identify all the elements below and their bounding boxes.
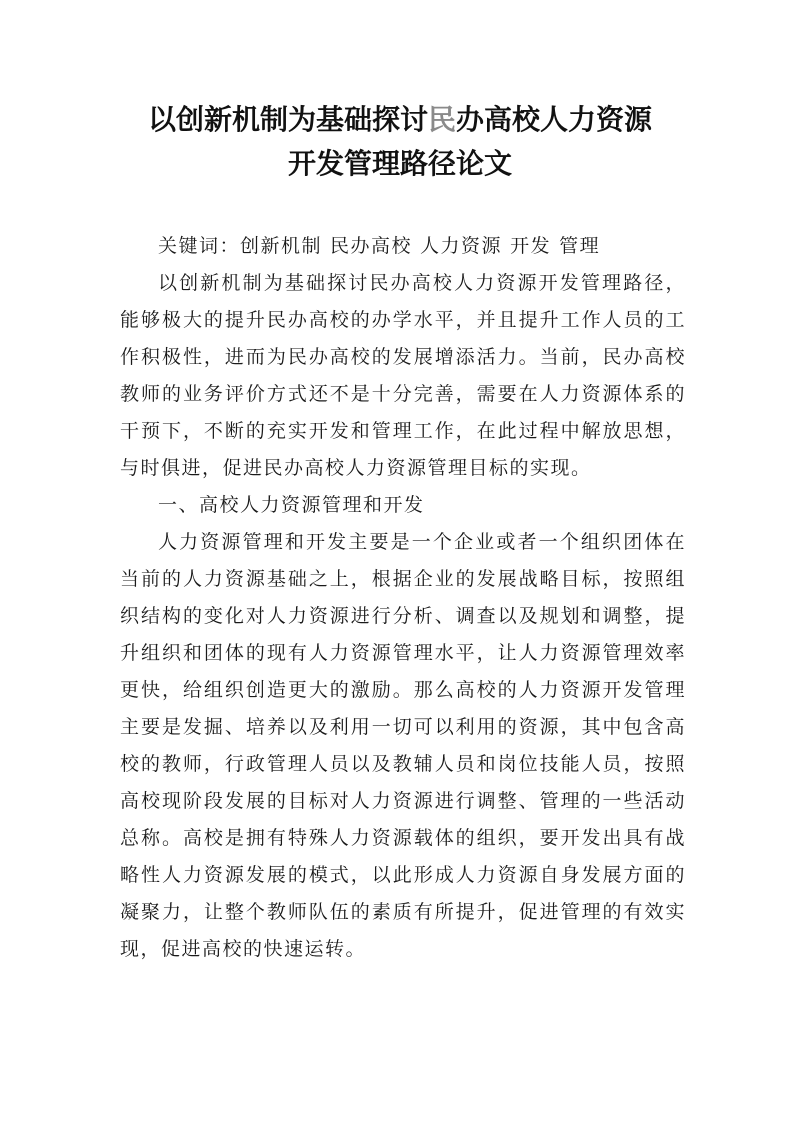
title-line-1-start: 以创新机制为基础探讨 (147, 103, 428, 136)
title-line-1-end: 办高校人力资源 (456, 103, 653, 136)
keyword-item: 创新机制 (240, 235, 323, 257)
keyword-item: 开发 (510, 235, 552, 257)
section-body-paragraph: 人力资源管理和开发主要是一个企业或者一个组织团体在当前的人力资源基础之上，根据企业的发展战略目标，按照组织结构的变化对人力资源进行分析、调查以及规划和调整，提升组织和团体的现有人力资源管理水平，让人力资源管理效率更快，给组织创造更大的激励。那么高校的人力资源开发管理主要是发掘、培养以及利用一切可以利用的资源，其中包含高校的教师，行政管理人员以及教辅人员和岗位技能人员，按照高校现阶段发展的目标对人力资源进行调整、管理的一些活动总称。高校是拥有特殊人力资源载体的组织，要开发出具有战略性人力资源发展的模式，以此形成人力资源自身发展方面的凝聚力，让整个教师队伍的素质有所提升，促进管理的有效实现，促进高校的快速运转。 (120, 531, 686, 960)
keywords-label: 关键词： (158, 235, 241, 257)
keyword-item: 民办高校 (330, 235, 413, 257)
document-title (110, 98, 690, 186)
section-heading: 一、高校人力资源管理和开发 (158, 494, 425, 516)
abstract-paragraph: 以创新机制为基础探讨民办高校人力资源开发管理路径，能够极大的提升民办高校的办学水平，并且提升工作人员的工作积极性，进而为民办高校的发展增添活力。当前，民办高校教师的业务评价方式还不是十分完善，需要在人力资源体系的干预下，不断的充实开发和管理工作，在此过程中解放思想，与时俱进，促进民办高校人力资源管理目标的实现。 (120, 272, 686, 479)
title-line-1-accent: 民 (427, 103, 456, 136)
title-line-2: 开发管理路径论文 (287, 147, 512, 180)
keywords-line (120, 228, 686, 265)
keyword-item: 人力资源 (420, 235, 503, 257)
document-body (120, 228, 686, 968)
keyword-item: 管理 (559, 235, 601, 257)
title-line-1 (110, 98, 690, 142)
